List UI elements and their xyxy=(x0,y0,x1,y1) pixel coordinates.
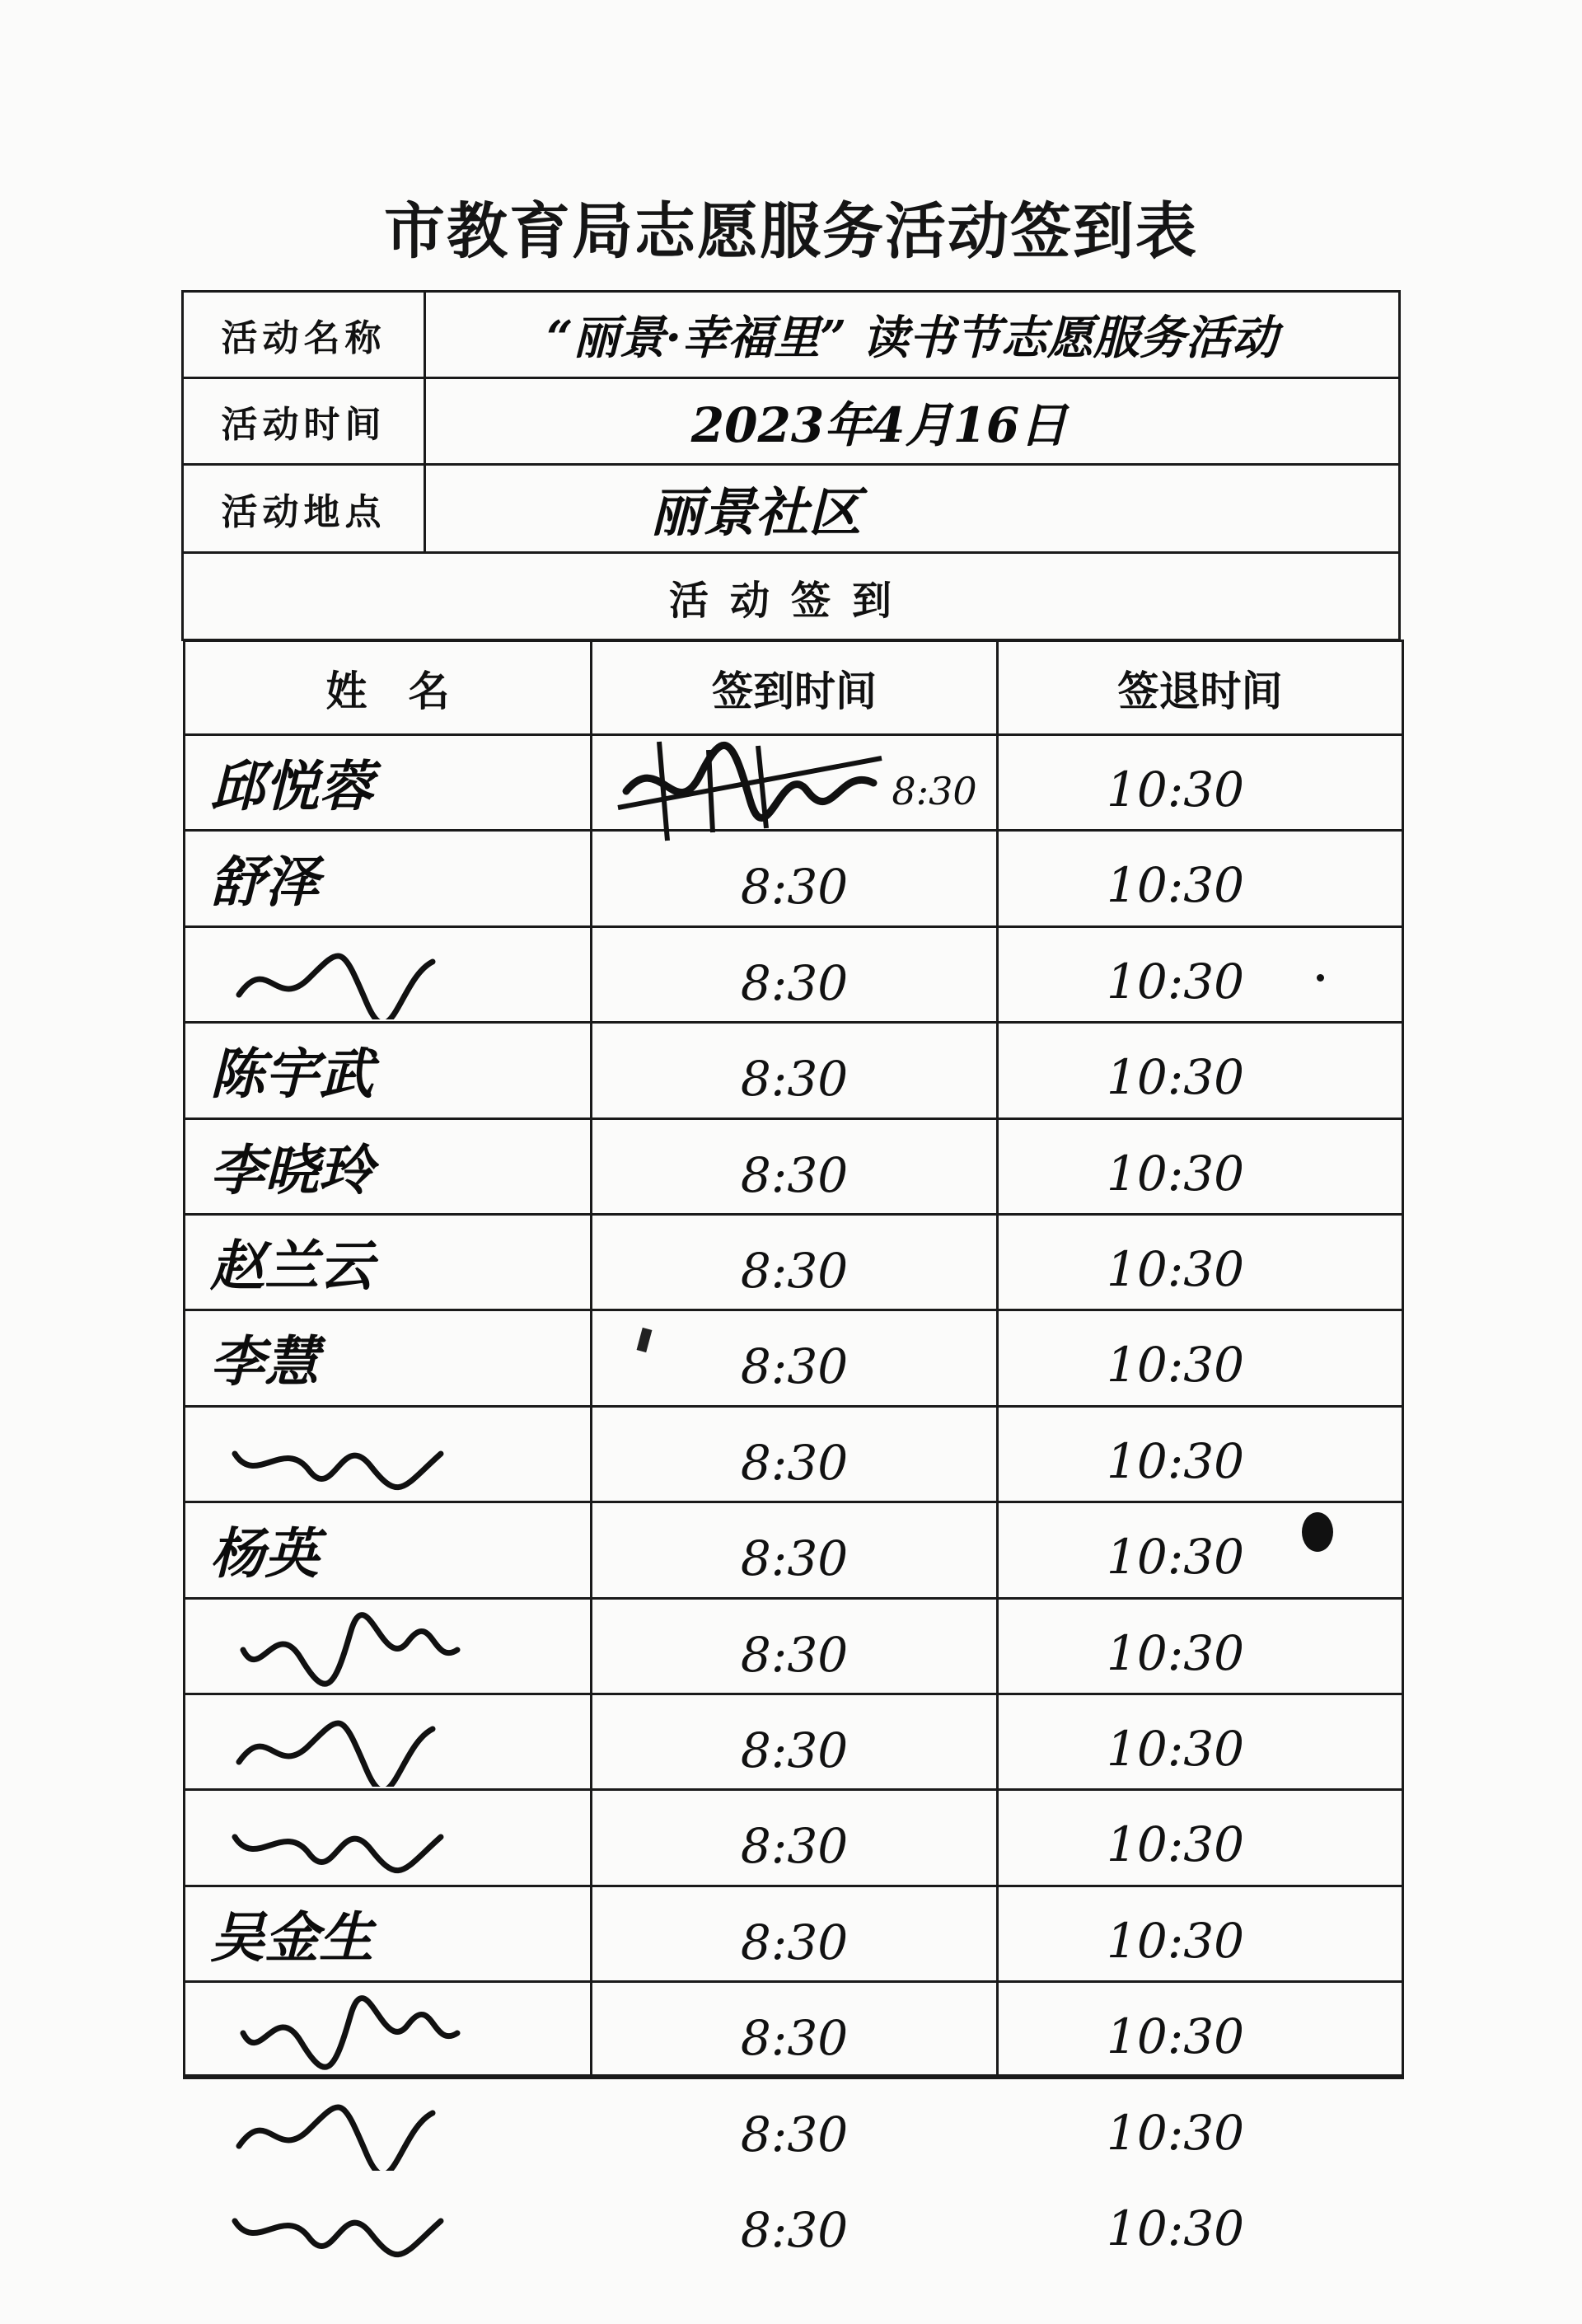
sign-out-time: 10:30 xyxy=(1106,1049,1245,1105)
activity-place-value: 丽景社区 xyxy=(650,482,861,544)
sign-in-time: 8:30 xyxy=(740,1147,849,1203)
activity-name-label: 活动名称 xyxy=(221,317,386,359)
activity-name-value: “丽景·幸福里” 读书节志愿服务活动 xyxy=(546,311,1278,365)
ink-speck xyxy=(1317,974,1324,982)
scribble-mark xyxy=(610,725,890,849)
handwritten-signature xyxy=(218,2080,482,2171)
sign-out-time: 10:30 xyxy=(1106,2008,1245,2064)
sign-in-time: 8:30 xyxy=(740,1722,849,1778)
sign-in-time: 8:30 xyxy=(740,1530,849,1586)
signature-name: 吴金生 xyxy=(210,1905,373,1970)
handwritten-signature xyxy=(218,2176,482,2266)
signature-name: 邱悦蓉 xyxy=(210,753,373,818)
handwritten-signature xyxy=(218,929,482,1019)
sign-out-time: 10:30 xyxy=(1106,1433,1245,1489)
sign-out-time: 10:30 xyxy=(1106,857,1245,913)
column-divider-1 xyxy=(590,640,592,2077)
sign-in-time: 8:30 xyxy=(740,2106,849,2162)
sign-out-time: 10:30 xyxy=(1106,1241,1245,1297)
sign-in-time: 8:30 xyxy=(740,2010,849,2066)
sign-out-time: 10:30 xyxy=(1106,1913,1245,1969)
handwritten-signature xyxy=(218,1984,482,2074)
sign-out-time: 10:30 xyxy=(1106,1146,1245,1202)
handwritten-signature xyxy=(218,1696,482,1787)
sign-in-time: 8:30 xyxy=(740,955,849,1011)
activity-place-label: 活动地点 xyxy=(221,491,386,533)
sign-out-time: 10:30 xyxy=(1106,2200,1245,2256)
section-label: 活动签到 xyxy=(668,577,913,624)
sign-out-time: 10:30 xyxy=(1106,1337,1245,1393)
sign-in-time: 8:30 xyxy=(740,1051,849,1107)
handwritten-signature xyxy=(218,1792,482,1882)
sign-out-time: 10:30 xyxy=(1106,761,1245,818)
signature-name: 赵兰云 xyxy=(210,1233,373,1298)
handwritten-signature xyxy=(218,1600,482,1691)
sign-in-time: 8:30 xyxy=(740,859,849,915)
signature-name: 李晓玲 xyxy=(210,1137,373,1202)
signature-name: 杨英 xyxy=(210,1520,319,1586)
sign-out-time: 10:30 xyxy=(1106,1529,1245,1585)
sign-in-time: 8:30 xyxy=(740,1627,849,1683)
page-title: 市教育局志愿服务活动签到表 xyxy=(384,196,1198,267)
handwritten-signature xyxy=(218,1408,482,1499)
sign-in-time: 8:30 xyxy=(740,1914,849,1970)
sign-in-time: 8:30 xyxy=(892,769,977,813)
column-header-name: 姓 名 xyxy=(325,667,450,715)
signature-name: 李慧 xyxy=(210,1328,319,1394)
sign-in-time: 8:30 xyxy=(740,1818,849,1874)
sign-in-time: 8:30 xyxy=(740,1243,849,1299)
sign-out-time: 10:30 xyxy=(1106,953,1245,1010)
sign-in-time: 8:30 xyxy=(740,1338,849,1394)
column-header-sign-in: 签到时间 xyxy=(712,667,877,715)
sign-in-time: 8:30 xyxy=(740,2202,849,2258)
sign-in-time: 8:30 xyxy=(740,1435,849,1491)
activity-time-label: 活动时间 xyxy=(221,404,386,446)
column-header-sign-out: 签退时间 xyxy=(1117,667,1283,715)
ink-blot xyxy=(1302,1512,1333,1552)
sign-out-time: 10:30 xyxy=(1106,2105,1245,2161)
signature-name: 舒泽 xyxy=(210,849,319,914)
signature-name: 陈宇武 xyxy=(210,1041,373,1106)
sign-out-time: 10:30 xyxy=(1106,1625,1245,1681)
sign-out-time: 10:30 xyxy=(1106,1721,1245,1777)
sign-out-time: 10:30 xyxy=(1106,1816,1245,1872)
activity-time-value: 2023年4月16日 xyxy=(690,397,1068,453)
column-divider-2 xyxy=(996,640,999,2077)
